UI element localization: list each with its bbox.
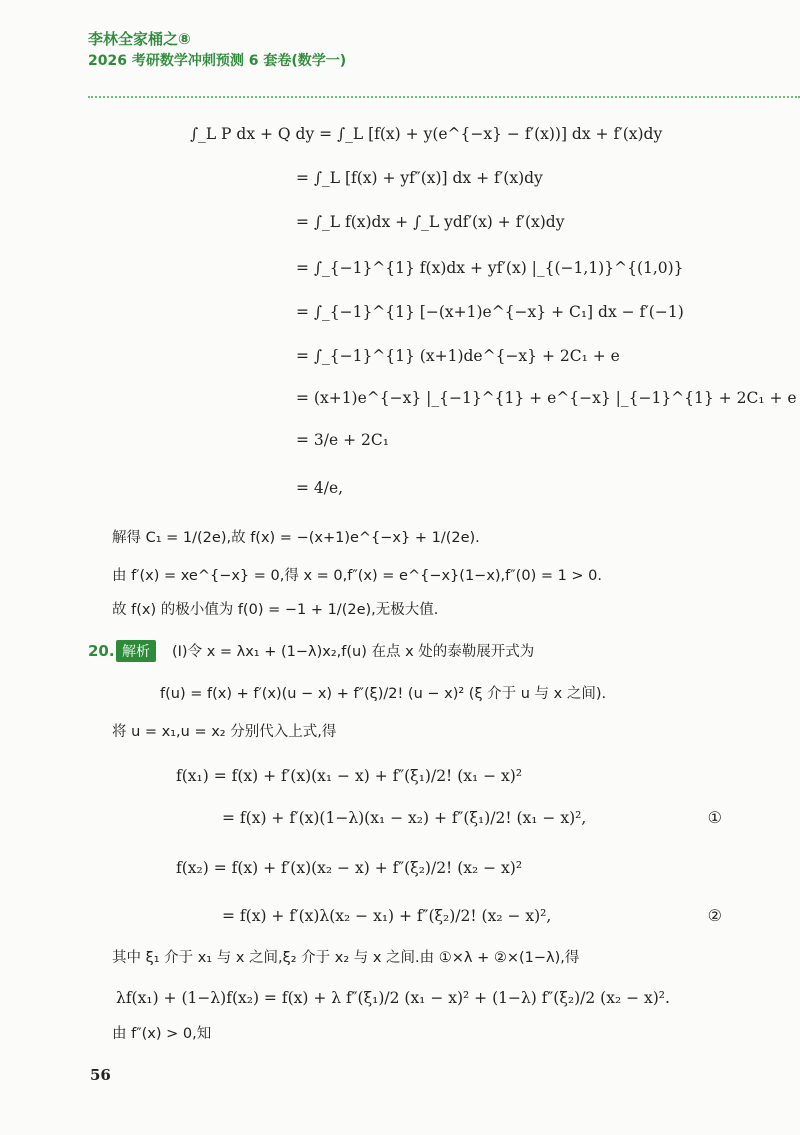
equation-2b: = f(x) + f′(x)λ(x₂ − x₁) + f″(ξ₂)/2! (x₂ − x)², [222,907,552,925]
derivation-line: = ∫_{−1}^{1} f(x)dx + yf′(x) |_{(−1,1)}^{(1,0)} [296,259,684,277]
equation-1a: f(x₁) = f(x) + f′(x)(x₁ − x) + f″(ξ₁)/2! (x₁ − x)² [176,767,523,785]
derivation-line: = ∫_L [f(x) + yf″(x)] dx + f′(x)dy [296,169,543,187]
taylor-formula: f(u) = f(x) + f′(x)(u − x) + f″(ξ)/2! (u − x)² (ξ 介于 u 与 x 之间). [160,686,607,702]
question-number: 20. [88,642,115,660]
where-line: 其中 ξ₁ 介于 x₁ 与 x 之间,ξ₂ 介于 x₂ 与 x 之间.由 ①×λ + ②×(1−λ),得 [112,950,580,966]
page-number: 56 [90,1066,111,1084]
derivation-line: ∫_L P dx + Q dy = ∫_L [f(x) + y(e^{−x} − f′(x))] dx + f′(x)dy [190,125,663,143]
derivation-line: = 3/e + 2C₁ [296,431,389,449]
conclusion-line: 由 f′(x) = xe^{−x} = 0,得 x = 0,f″(x) = e^{−x}(1−x),f″(0) = 1 > 0. [112,568,603,584]
equation-1b: = f(x) + f′(x)(1−λ)(x₁ − x₂) + f″(ξ₁)/2! (x₁ − x)², [222,809,587,827]
book-series: 李林全家桶之⑧ [88,30,191,48]
equation-mark-1: ① [707,808,722,827]
equation-mark-2: ② [707,906,722,925]
conclusion-line: 解得 C₁ = 1/(2e),故 f(x) = −(x+1)e^{−x} + 1/(2e). [112,530,480,546]
derivation-line: = ∫_L f(x)dx + ∫_L ydf′(x) + f′(x)dy [296,213,565,231]
analysis-tag: 解析 [116,640,156,662]
derivation-line: = ∫_{−1}^{1} [−(x+1)e^{−x} + C₁] dx − f′(−1) [296,303,684,321]
book-title: 2026 考研数学冲刺预测 6 套卷(数学一) [88,53,347,69]
q20-intro: (Ⅰ)令 x = λx₁ + (1−λ)x₂,f(u) 在点 x 处的泰勒展开式为 [172,644,535,660]
header-divider [88,96,800,98]
equation-2a: f(x₂) = f(x) + f′(x)(x₂ − x) + f″(ξ₂)/2! (x₂ − x)² [176,859,523,877]
combined-equation: λf(x₁) + (1−λ)f(x₂) = f(x) + λ f″(ξ₁)/2 (x₁ − x)² + (1−λ) f″(ξ₂)/2 (x₂ − x)². [116,989,670,1007]
conclusion-line: 故 f(x) 的极小值为 f(0) = −1 + 1/(2e),无极大值. [112,602,439,618]
last-line: 由 f″(x) > 0,知 [112,1026,212,1042]
derivation-line: = ∫_{−1}^{1} (x+1)de^{−x} + 2C₁ + e [296,347,620,365]
substitute-line: 将 u = x₁,u = x₂ 分别代入上式,得 [112,724,337,740]
derivation-line: = (x+1)e^{−x} |_{−1}^{1} + e^{−x} |_{−1}^{1} + 2C₁ + e [296,389,797,407]
derivation-line: = 4/e, [296,479,344,497]
